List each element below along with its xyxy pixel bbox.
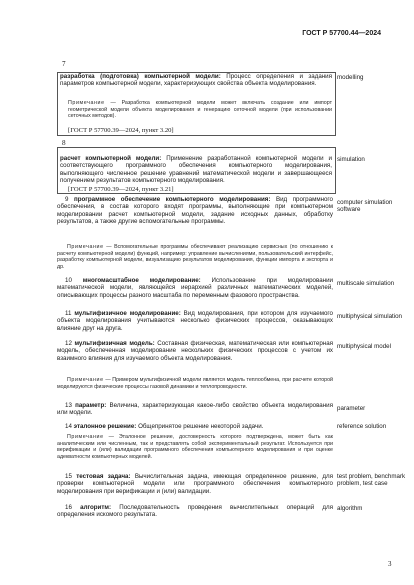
note-label: Примечание (67, 434, 104, 440)
term-13-english: parameter (337, 405, 366, 412)
term-10-name: многомасштабное моделирование: (82, 277, 201, 284)
term-14-definition (57, 423, 333, 430)
note-label: Примечание (67, 244, 104, 250)
term-15-definition (57, 473, 333, 495)
term-7-definition (60, 73, 332, 88)
term-16-number: 16 (65, 504, 72, 511)
term-13-number: 13 (65, 402, 72, 409)
term-14-text: Общепринятое решение некоторой задачи. (136, 423, 264, 430)
term-9-english: computer simulation software (337, 199, 393, 214)
term-14-number: 14 (65, 423, 72, 430)
term-16-name: алгоритм: (80, 504, 112, 511)
term-number-7: 7 (62, 60, 66, 68)
note-text: — Вспомогательные программы обеспечивают реализацию сервисных (по отношению к расчету компьютерной модели) функций, например: управление вычислениями, пользовательский интерфейс, разработку компьютерной модели, визуализацию результатов моделирования, функции импорта и экспорта и др. (57, 244, 333, 270)
term-7-reference: [ГОСТ Р 57700.39—2024, пункт 3.20] (68, 127, 174, 134)
term-10-text: Использование при моделировании математической модели, являющейся иерархией различных математических моделей, описывающих процессы разного масштаба по переменным фазового пространства. (57, 277, 333, 299)
term-8-reference: [ГОСТ Р 57700.39—2024, пункт 3.21] (68, 186, 174, 193)
term-12-text: Составная физическая, математическая или компьютерная модель, обеспеченная моделирование нескольких физических процессов с учетом их взаимного влияния для изучаемого объекта моделирования. (57, 340, 333, 362)
term-9-name: программное обеспечение компьютерного моделирования: (73, 196, 271, 203)
term-15-english: test problem, benchmark problem, test case (337, 473, 406, 488)
note-label: Примечание (68, 100, 105, 106)
term-7-note (68, 100, 332, 120)
term-11-english: multiphysical simulation (337, 313, 402, 320)
term-8-english: simulation (337, 156, 365, 163)
term-10-english: multiscale simulation (337, 280, 395, 287)
term-14-note (57, 434, 333, 460)
term-7-english: modelling (337, 74, 364, 81)
term-15-name: тестовая задача: (76, 473, 131, 480)
note-label: Примечание (67, 377, 104, 383)
term-12-english: multiphysical model (337, 343, 391, 350)
term-14-english: reference solution (337, 423, 387, 430)
term-8-name: расчет компьютерной модели: (60, 155, 162, 162)
term-14-name: эталонное решение: (73, 423, 137, 430)
term-11-definition (57, 310, 333, 332)
term-13-definition (57, 402, 333, 417)
term-12-note (57, 377, 333, 390)
note-text: — Примером мультифизичной модели является модель теплообмена, при расчете которой моделируются физические процессы газовой динамики и теплопроводности. (57, 377, 333, 390)
note-text: — Эталонное решение, достоверность которого подтверждена, может быть как аналитическим или численным, так и представлять собой экспериментальный результат. Используется при верификации и (или) валидации программного обеспечения компьютерного моделирования и при оценке адекватности компьютерных моделей. (57, 434, 333, 460)
term-15-number: 15 (65, 473, 72, 480)
term-8-definition (60, 155, 332, 184)
term-7-name: разработка (подготовка) компьютерной модели: (60, 73, 221, 80)
term-13-text: Величина, характеризующая какое-либо свойство объекта моделирования или модели. (57, 402, 333, 417)
term-12-definition (57, 340, 333, 362)
term-8-text: Применение разработанной компьютерной модели и соответствующего программного обеспечения компьютерного моделирования, выполняющего численное решение уравнений математической модели и завершающееся получением результатов компьютерного моделирования. (60, 155, 332, 184)
term-9-definition (57, 196, 333, 225)
term-11-number: 11 (65, 310, 72, 317)
page-number: 3 (388, 560, 392, 568)
note-text: — Разработка компьютерной модели может включать создание или импорт геометрической модели объекта моделирования и генерацию сеточной модели (при использовании сеточных методов). (68, 100, 332, 119)
term-15-text: Вычислительная задача, имеющая определенное решение, для проверки компьютерной модели или программного обеспечения компьютерного моделирования при верификации и (или) валидации. (57, 473, 333, 495)
term-13-name: параметр: (75, 402, 107, 409)
term-12-name: мультифизичная модель: (74, 340, 155, 347)
term-10-number: 10 (65, 277, 72, 284)
term-12-number: 12 (65, 340, 72, 347)
term-7-text: Процесс определения и задания параметров компьютерной модели, характеризующих свойства объекта моделирования. (60, 73, 332, 88)
term-9-number: 9 (65, 196, 69, 203)
term-number-8: 8 (62, 139, 66, 147)
term-16-english: algorithm (337, 505, 363, 512)
standard-header: ГОСТ Р 57700.44—2024 (302, 30, 381, 37)
term-9-text: Вид программного обеспечения, в состав которого входят программы, выполняющие при компьютерном моделировании расчет компьютерной модели, задание исходных данных, обработку результатов, а также другие вспомогательные программы. (57, 196, 333, 225)
term-10-definition (57, 277, 333, 299)
term-11-name: мультифизичное моделирование: (74, 310, 181, 317)
term-11-text: Вид моделирования, при котором для изучаемого объекта моделирования учитываются несколько физических процессов, оказывающих влияние друг на друга. (57, 310, 333, 332)
term-9-note (57, 244, 333, 270)
term-16-definition (57, 504, 333, 519)
term-16-text: Последовательность проведения вычислительных операций для определения искомого результата. (57, 504, 333, 519)
